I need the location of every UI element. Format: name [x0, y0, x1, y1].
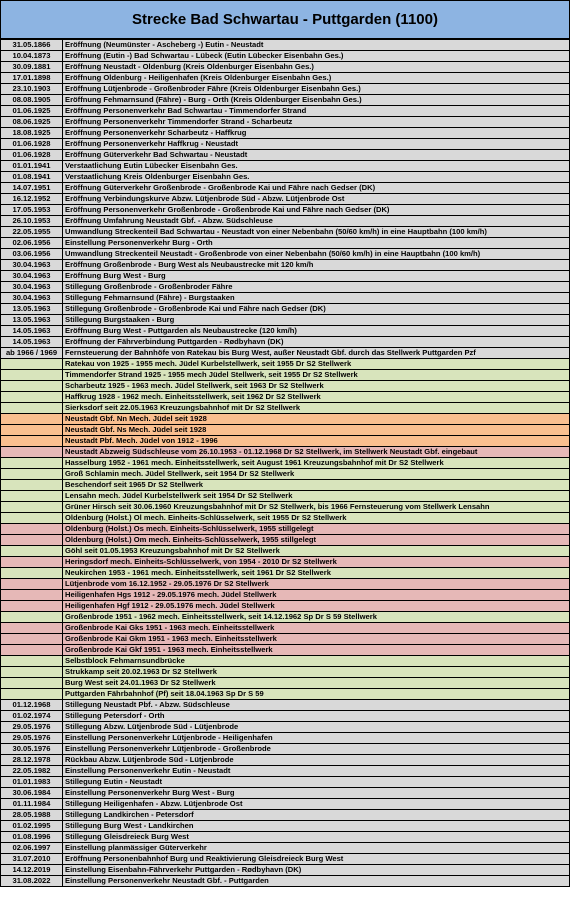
event-cell: Umwandlung Streckenteil Neustadt - Großenbrode von einer Nebenbahn (50/60 km/h) in eine Hauptbahn (100 km/h) [63, 249, 570, 260]
table-row [1, 216, 570, 227]
table-row [1, 447, 570, 458]
event-cell: Oldenburg (Holst.) Os mech. Einheits-Schlüsselwerk, 1955 stillgelegt [63, 524, 570, 535]
date-cell: ab 1966 / 1969 [1, 348, 63, 359]
table-row [1, 40, 570, 51]
event-cell: Eröffnung (Neumünster - Ascheberg -) Eutin - Neustadt [63, 40, 570, 51]
table-row [1, 744, 570, 755]
table-row [1, 139, 570, 150]
table-row [1, 656, 570, 667]
event-cell: Eröffnung Lütjenbrode - Großenbroder Fähre (Kreis Oldenburger Eisenbahn Ges.) [63, 84, 570, 95]
event-cell: Hasselburg 1952 - 1961 mech. Einheitsstellwerk, seit August 1961 Kreuzungsbahnhof mit Dr S2 Stellwerk [63, 458, 570, 469]
date-cell: 16.12.1952 [1, 194, 63, 205]
table-title: Strecke Bad Schwartau - Puttgarden (1100) [0, 0, 570, 39]
table-row [1, 865, 570, 876]
event-cell: Heringsdorf mech. Einheits-Schlüsselwerk, von 1954 - 2010 Dr S2 Stellwerk [63, 557, 570, 568]
event-cell: Heiligenhafen Hgs 1912 - 29.05.1976 mech. Jüdel Stellwerk [63, 590, 570, 601]
date-cell: 31.07.2010 [1, 854, 63, 865]
table-row [1, 634, 570, 645]
table-row [1, 106, 570, 117]
date-cell: 03.06.1956 [1, 249, 63, 260]
event-cell: Einstellung Personenverkehr Lütjenbrode - Heiligenhafen [63, 733, 570, 744]
date-cell: 30.05.1976 [1, 744, 63, 755]
date-cell [1, 568, 63, 579]
table-row [1, 161, 570, 172]
date-cell [1, 513, 63, 524]
table-row [1, 238, 570, 249]
date-cell: 02.06.1997 [1, 843, 63, 854]
event-cell: Oldenburg (Holst.) Om mech. Einheits-Schlüsselwerk, 1955 stillgelegt [63, 535, 570, 546]
date-cell: 14.12.2019 [1, 865, 63, 876]
date-cell [1, 645, 63, 656]
date-cell: 29.05.1976 [1, 722, 63, 733]
event-cell: Eröffnung Burg West - Burg [63, 271, 570, 282]
event-cell: Oldenburg (Holst.) Ol mech. Einheits-Schlüsselwerk, seit 1955 Dr S2 Stellwerk [63, 513, 570, 524]
event-cell: Rückbau Abzw. Lütjenbrode Süd - Lütjenbrode [63, 755, 570, 766]
date-cell: 23.10.1903 [1, 84, 63, 95]
table-row [1, 62, 570, 73]
table-row [1, 469, 570, 480]
event-cell: Eröffnung (Eutin -) Bad Schwartau - Lübeck (Eutin Lübecker Eisenbahn Ges.) [63, 51, 570, 62]
event-cell: Einstellung Personenverkehr Burg - Orth [63, 238, 570, 249]
date-cell [1, 601, 63, 612]
table-row [1, 51, 570, 62]
table-row [1, 458, 570, 469]
event-cell: Ratekau von 1925 - 1955 mech. Jüdel Kurbelstellwerk, seit 1955 Dr S2 Stellwerk [63, 359, 570, 370]
event-cell: Neustadt Pbf. Mech. Jüdel von 1912 - 1996 [63, 436, 570, 447]
date-cell: 01.08.1996 [1, 832, 63, 843]
table-row [1, 128, 570, 139]
date-cell [1, 414, 63, 425]
date-cell [1, 502, 63, 513]
event-cell: Eröffnung Personenbahnhof Burg und Reaktivierung Gleisdreieck Burg West [63, 854, 570, 865]
date-cell [1, 689, 63, 700]
table-row [1, 777, 570, 788]
date-cell [1, 436, 63, 447]
date-cell: 28.05.1988 [1, 810, 63, 821]
event-cell: Eröffnung Burg West - Puttgarden als Neubaustrecke (120 km/h) [63, 326, 570, 337]
event-cell: Eröffnung Großenbrode - Burg West als Neubaustrecke mit 120 km/h [63, 260, 570, 271]
table-row [1, 799, 570, 810]
date-cell: 30.04.1963 [1, 293, 63, 304]
table-row [1, 260, 570, 271]
table-row [1, 194, 570, 205]
table-row [1, 84, 570, 95]
table-row [1, 359, 570, 370]
table-row [1, 348, 570, 359]
table-row [1, 876, 570, 887]
date-cell: 01.06.1928 [1, 139, 63, 150]
timeline-rows [1, 40, 570, 887]
date-cell: 13.05.1963 [1, 315, 63, 326]
date-cell: 08.08.1905 [1, 95, 63, 106]
table-row [1, 667, 570, 678]
date-cell: 31.05.1866 [1, 40, 63, 51]
date-cell [1, 370, 63, 381]
table-row [1, 546, 570, 557]
event-cell: Großenbrode Kai Gks 1951 - 1963 mech. Einheitsstellwerk [63, 623, 570, 634]
table-row [1, 370, 570, 381]
event-cell: Einstellung Personenverkehr Neustadt Gbf. - Puttgarden [63, 876, 570, 887]
date-cell: 01.02.1995 [1, 821, 63, 832]
event-cell: Stillegung Burg West - Landkirchen [63, 821, 570, 832]
event-cell: Stillegung Landkirchen - Petersdorf [63, 810, 570, 821]
event-cell: Selbstblock Fehmarnsundbrücke [63, 656, 570, 667]
event-cell: Eröffnung Verbindungskurve Abzw. Lütjenbrode Süd - Abzw. Lütjenbrode Ost [63, 194, 570, 205]
table-row [1, 480, 570, 491]
event-cell: Einstellung Personenverkehr Lütjenbrode - Großenbrode [63, 744, 570, 755]
table-row [1, 304, 570, 315]
table-row [1, 414, 570, 425]
event-cell: Eröffnung Personenverkehr Timmendorfer Strand - Scharbeutz [63, 117, 570, 128]
date-cell [1, 403, 63, 414]
event-cell: Puttgarden Fährbahnhof (Pf) seit 18.04.1963 Sp Dr S 59 [63, 689, 570, 700]
table-row [1, 249, 570, 260]
date-cell: 01.06.1925 [1, 106, 63, 117]
date-cell: 30.04.1963 [1, 271, 63, 282]
table-row [1, 645, 570, 656]
table-row [1, 392, 570, 403]
date-cell [1, 678, 63, 689]
event-cell: Eröffnung Fehmarnsund (Fähre) - Burg - Orth (Kreis Oldenburger Eisenbahn Ges.) [63, 95, 570, 106]
date-cell: 18.08.1925 [1, 128, 63, 139]
date-cell: 31.08.2022 [1, 876, 63, 887]
table-row [1, 821, 570, 832]
event-cell: Neustadt Gbf. Nn Mech. Jüdel seit 1928 [63, 414, 570, 425]
event-cell: Stillegung Großenbrode - Großenbroder Fähre [63, 282, 570, 293]
table-row [1, 425, 570, 436]
event-cell: Neustadt Gbf. Ns Mech. Jüdel seit 1928 [63, 425, 570, 436]
event-cell: Eröffnung Personenverkehr Großenbrode - Großenbrode Kai und Fähre nach Gedser (DK) [63, 205, 570, 216]
table-row [1, 854, 570, 865]
event-cell: Eröffnung Neustadt - Oldenburg (Kreis Oldenburger Eisenbahn Ges.) [63, 62, 570, 73]
table-row [1, 788, 570, 799]
event-cell: Heiligenhafen Hgf 1912 - 29.05.1976 mech. Jüdel Stellwerk [63, 601, 570, 612]
date-cell: 01.01.1941 [1, 161, 63, 172]
table-row [1, 722, 570, 733]
event-cell: Stillegung Heiligenhafen - Abzw. Lütjenbrode Ost [63, 799, 570, 810]
date-cell: 01.11.1984 [1, 799, 63, 810]
date-cell [1, 469, 63, 480]
event-cell: Umwandlung Streckenteil Bad Schwartau - Neustadt von einer Nebenbahn (50/60 km/h) in eine Hauptbahn (100 km/h) [63, 227, 570, 238]
date-cell: 01.08.1941 [1, 172, 63, 183]
date-cell: 30.04.1963 [1, 282, 63, 293]
date-cell [1, 612, 63, 623]
table-row [1, 678, 570, 689]
date-cell [1, 634, 63, 645]
table-row [1, 381, 570, 392]
date-cell: 30.04.1963 [1, 260, 63, 271]
table-row [1, 524, 570, 535]
event-cell: Sierksdorf seit 22.05.1963 Kreuzungsbahnhof mit Dr S2 Stellwerk [63, 403, 570, 414]
table-row [1, 711, 570, 722]
date-cell: 22.05.1982 [1, 766, 63, 777]
date-cell: 14.05.1963 [1, 326, 63, 337]
table-row [1, 535, 570, 546]
event-cell: Stillegung Fehmarnsund (Fähre) - Burgstaaken [63, 293, 570, 304]
table-row [1, 436, 570, 447]
table-row [1, 700, 570, 711]
event-cell: Groß Schlamin mech. Jüdel Stellwerk, seit 1954 Dr S2 Stellwerk [63, 469, 570, 480]
date-cell [1, 579, 63, 590]
table-row [1, 755, 570, 766]
event-cell: Beschendorf seit 1965 Dr S2 Stellwerk [63, 480, 570, 491]
event-cell: Einstellung Personenverkehr Eutin - Neustadt [63, 766, 570, 777]
event-cell: Lütjenbrode vom 16.12.1952 - 29.05.1976 Dr S2 Stellwerk [63, 579, 570, 590]
event-cell: Eröffnung Personenverkehr Bad Schwartau - Timmendorfer Strand [63, 106, 570, 117]
table-row [1, 810, 570, 821]
event-cell: Eröffnung Oldenburg - Heiligenhafen (Kreis Oldenburger Eisenbahn Ges.) [63, 73, 570, 84]
event-cell: Einstellung planmässiger Güterverkehr [63, 843, 570, 854]
event-cell: Eröffnung Güterverkehr Bad Schwartau - Neustadt [63, 150, 570, 161]
event-cell: Eröffnung der Fährverbindung Puttgarden - Rødbyhavn (DK) [63, 337, 570, 348]
date-cell: 01.01.1983 [1, 777, 63, 788]
table-row [1, 150, 570, 161]
event-cell: Einstellung Eisenbahn-Fährverkehr Puttgarden - Rødbyhavn (DK) [63, 865, 570, 876]
table-row [1, 403, 570, 414]
date-cell: 26.10.1953 [1, 216, 63, 227]
date-cell: 30.06.1984 [1, 788, 63, 799]
event-cell: Verstaatlichung Kreis Oldenburger Eisenbahn Ges. [63, 172, 570, 183]
table-row [1, 557, 570, 568]
event-cell: Stillegung Petersdorf - Orth [63, 711, 570, 722]
event-cell: Stillegung Großenbrode - Großenbrode Kai und Fähre nach Gedser (DK) [63, 304, 570, 315]
date-cell: 29.05.1976 [1, 733, 63, 744]
table-row [1, 227, 570, 238]
table-row [1, 568, 570, 579]
event-cell: Göhl seit 01.05.1953 Kreuzungsbahnhof mit Dr S2 Stellwerk [63, 546, 570, 557]
table-row [1, 205, 570, 216]
table-row [1, 612, 570, 623]
date-cell: 13.05.1963 [1, 304, 63, 315]
event-cell: Stillegung Abzw. Lütjenbrode Süd - Lütjenbrode [63, 722, 570, 733]
date-cell: 01.12.1968 [1, 700, 63, 711]
timeline-table [0, 39, 570, 887]
table-row [1, 601, 570, 612]
event-cell: Neukirchen 1953 - 1961 mech. Einheitsstellwerk, seit 1961 Dr S2 Stellwerk [63, 568, 570, 579]
event-cell: Eröffnung Güterverkehr Großenbrode - Großenbrode Kai und Fähre nach Gedser (DK) [63, 183, 570, 194]
event-cell: Großenbrode 1951 - 1962 mech. Einheitsstellwerk, seit 14.12.1962 Sp Dr S 59 Stellwerk [63, 612, 570, 623]
date-cell: 14.05.1963 [1, 337, 63, 348]
date-cell [1, 656, 63, 667]
table-row [1, 579, 570, 590]
event-cell: Großenbrode Kai Gkm 1951 - 1963 mech. Einheitsstellwerk [63, 634, 570, 645]
event-cell: Eröffnung Umfahrung Neustadt Gbf. - Abzw. Südschleuse [63, 216, 570, 227]
date-cell: 14.07.1951 [1, 183, 63, 194]
table-row [1, 513, 570, 524]
event-cell: Lensahn mech. Jüdel Kurbelstellwerk seit 1954 Dr S2 Stellwerk [63, 491, 570, 502]
table-row [1, 623, 570, 634]
table-row [1, 733, 570, 744]
table-row [1, 293, 570, 304]
date-cell [1, 447, 63, 458]
date-cell [1, 425, 63, 436]
event-cell: Stillegung Eutin - Neustadt [63, 777, 570, 788]
date-cell: 08.06.1925 [1, 117, 63, 128]
date-cell: 01.06.1928 [1, 150, 63, 161]
date-cell: 17.01.1898 [1, 73, 63, 84]
event-cell: Eröffnung Personenverkehr Scharbeutz - Haffkrug [63, 128, 570, 139]
event-cell: Großenbrode Kai Gkf 1951 - 1963 mech. Einheitsstellwerk [63, 645, 570, 656]
event-cell: Einstellung Personenverkehr Burg West - Burg [63, 788, 570, 799]
date-cell: 10.04.1873 [1, 51, 63, 62]
date-cell [1, 392, 63, 403]
date-cell: 28.12.1978 [1, 755, 63, 766]
date-cell: 22.05.1955 [1, 227, 63, 238]
event-cell: Burg West seit 24.01.1963 Dr S2 Stellwerk [63, 678, 570, 689]
date-cell [1, 557, 63, 568]
date-cell: 01.02.1974 [1, 711, 63, 722]
table-row [1, 491, 570, 502]
event-cell: Eröffnung Personenverkehr Haffkrug - Neustadt [63, 139, 570, 150]
date-cell: 17.05.1953 [1, 205, 63, 216]
table-row [1, 502, 570, 513]
date-cell [1, 667, 63, 678]
event-cell: Verstaatlichung Eutin Lübecker Eisenbahn Ges. [63, 161, 570, 172]
date-cell [1, 535, 63, 546]
table-row [1, 282, 570, 293]
table-row [1, 337, 570, 348]
event-cell: Fernsteuerung der Bahnhöfe von Ratekau bis Burg West, außer Neustadt Gbf. durch das Stellwerk Puttgarden Pzf [63, 348, 570, 359]
date-cell [1, 359, 63, 370]
date-cell [1, 491, 63, 502]
table-row [1, 95, 570, 106]
table-row [1, 315, 570, 326]
event-cell: Neustadt Abzweig Südschleuse vom 26.10.1953 - 01.12.1968 Dr S2 Stellwerk, im Stellwerk Neustadt Gbf. eingebaut [63, 447, 570, 458]
date-cell [1, 381, 63, 392]
table-row [1, 117, 570, 128]
event-cell: Haffkrug 1928 - 1962 mech. Einheitsstellwerk, seit 1962 Dr S2 Stellwerk [63, 392, 570, 403]
date-cell: 30.09.1881 [1, 62, 63, 73]
event-cell: Stillegung Gleisdreieck Burg West [63, 832, 570, 843]
event-cell: Scharbeutz 1925 - 1963 mech. Jüdel Stellwerk, seit 1963 Dr S2 Stellwerk [63, 381, 570, 392]
table-row [1, 326, 570, 337]
date-cell [1, 623, 63, 634]
date-cell [1, 524, 63, 535]
table-row [1, 832, 570, 843]
table-row [1, 271, 570, 282]
date-cell [1, 546, 63, 557]
table-row [1, 843, 570, 854]
date-cell [1, 458, 63, 469]
table-row [1, 73, 570, 84]
event-cell: Stillegung Neustadt Pbf. - Abzw. Südschleuse [63, 700, 570, 711]
table-row [1, 766, 570, 777]
table-row [1, 172, 570, 183]
date-cell: 02.06.1956 [1, 238, 63, 249]
event-cell: Grüner Hirsch seit 30.06.1960 Kreuzungsbahnhof mit Dr S2 Stellwerk, bis 1966 Fernsteuerung vom Stellwerk Lensahn [63, 502, 570, 513]
table-row [1, 590, 570, 601]
date-cell [1, 590, 63, 601]
event-cell: Stillegung Burgstaaken - Burg [63, 315, 570, 326]
table-row [1, 689, 570, 700]
date-cell [1, 480, 63, 491]
event-cell: Strukkamp seit 20.02.1963 Dr S2 Stellwerk [63, 667, 570, 678]
event-cell: Timmendorfer Strand 1925 - 1955 mech Jüdel Stellwerk, seit 1955 Dr S2 Stellwerk [63, 370, 570, 381]
table-row [1, 183, 570, 194]
